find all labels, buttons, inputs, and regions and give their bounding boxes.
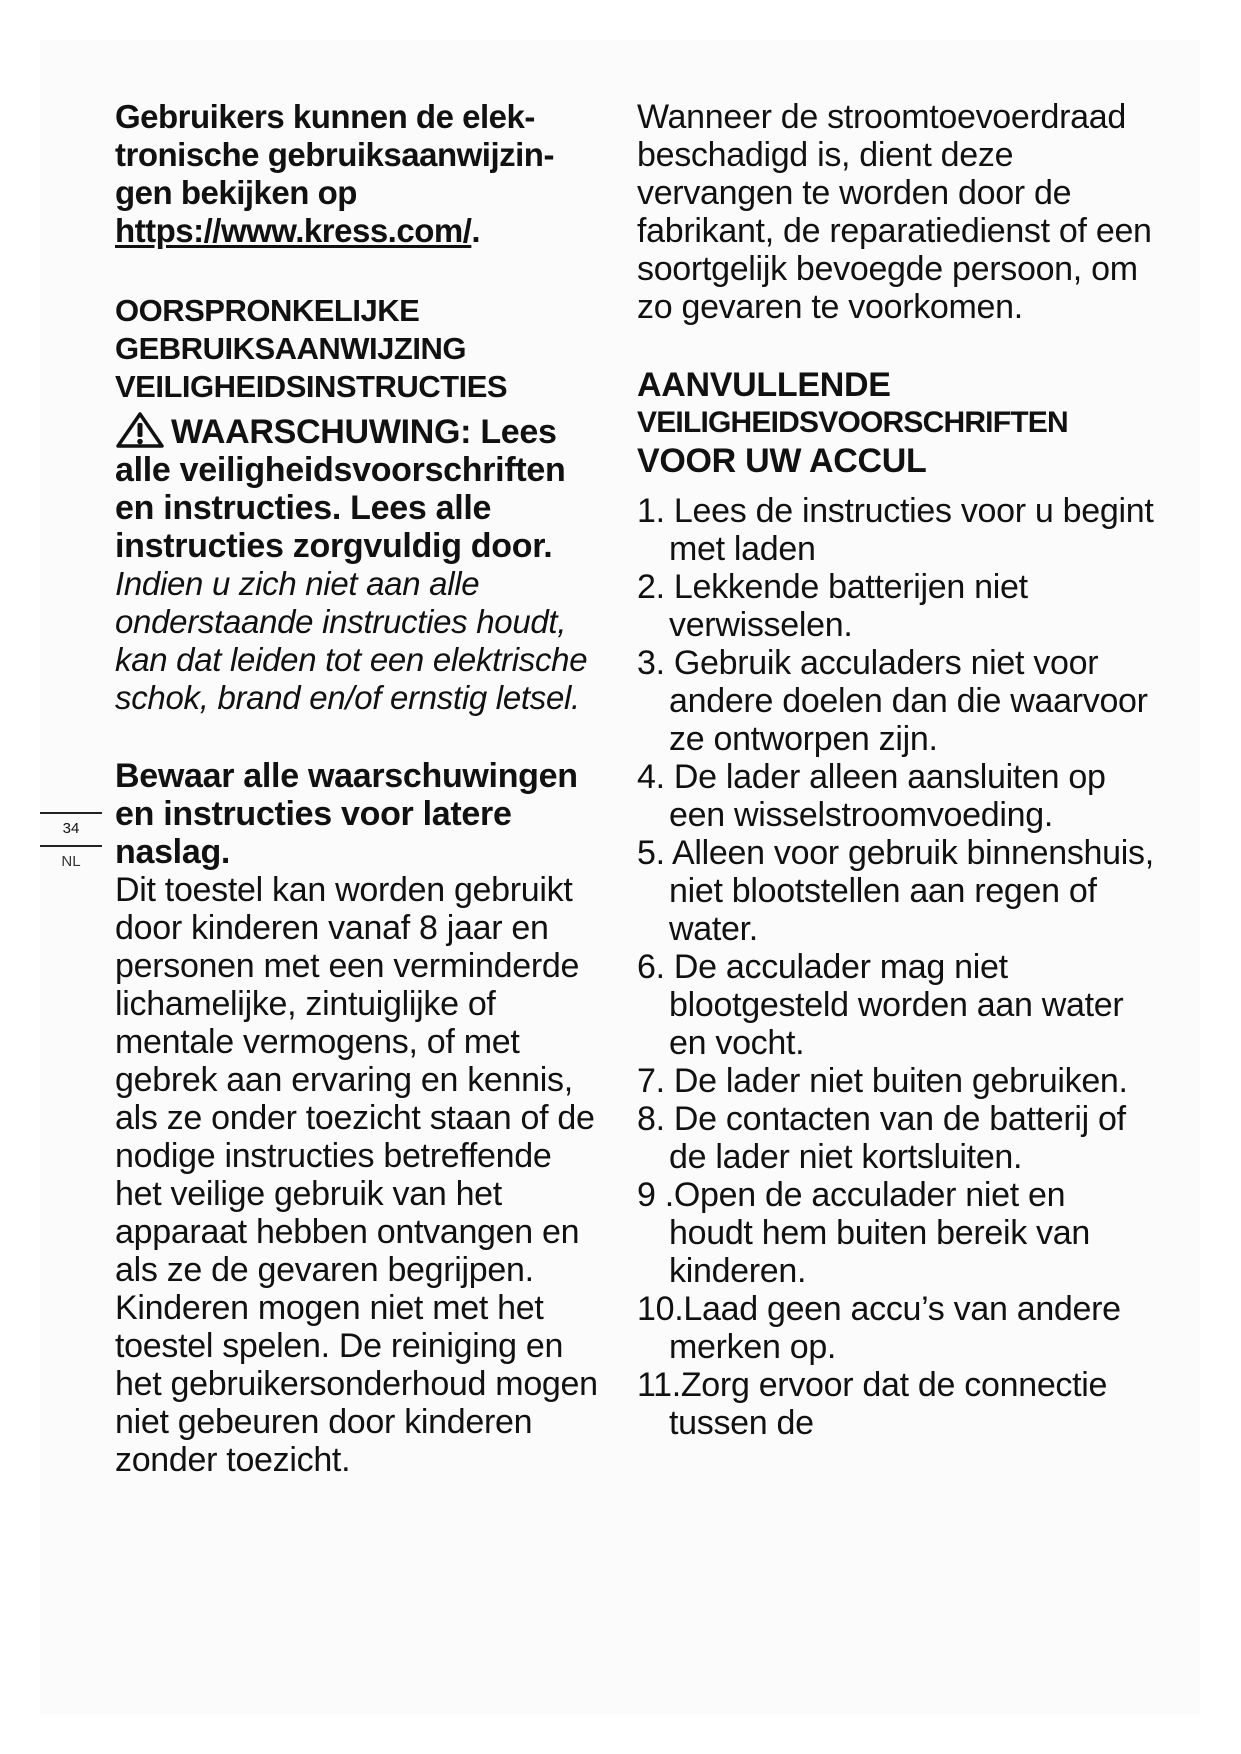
rule-number: 7.: [637, 1062, 674, 1100]
rule-item: [637, 758, 1157, 834]
rule-item: [637, 1366, 1157, 1442]
rule-text: De lader niet buiten gebruiken.: [673, 1062, 1128, 1100]
intro-period: .: [471, 212, 481, 249]
rule-item: [637, 948, 1157, 1062]
body-paragraph-2: Kinderen mogen niet met het toestel spelen. De reiniging en het gebruikersonderhoud mogen niet gebeuren door kinderen zonder toezicht.: [115, 1289, 598, 1479]
rule-text: Lees de instructies voor u begint met laden: [669, 492, 1154, 568]
rule-number: 6.: [637, 948, 674, 986]
rule-number: 5.: [637, 834, 673, 872]
battery-rules-list: [637, 492, 1157, 1442]
rule-item: [637, 568, 1157, 644]
section-heading-line-2: GEBRUIKSAANWIJZING: [115, 331, 466, 366]
rule-item: [637, 1176, 1157, 1290]
rule-number: 9 .: [637, 1176, 674, 1214]
rule-number: 1.: [637, 492, 674, 530]
rule-number: 8.: [637, 1100, 674, 1138]
rule-item: [637, 1290, 1157, 1366]
rule-number: 10.: [637, 1290, 684, 1328]
section-heading: [115, 292, 605, 406]
battery-safety-heading: [637, 366, 1157, 480]
warning-block: [115, 412, 605, 565]
rule-item: [637, 834, 1157, 948]
page-marker-bottom-line: [40, 845, 102, 847]
page-marker: [40, 812, 102, 870]
rule-number: 3.: [637, 644, 674, 682]
rule-text: Lekkende batterijen niet verwisselen.: [669, 568, 1028, 644]
intro-text: Gebruikers kunnen de elek-tronische gebruiksaanwijzin-gen bekijken op: [115, 98, 554, 211]
rule-text: De acculader mag niet blootgesteld worden aan water en vocht.: [669, 948, 1124, 1062]
battery-heading-line-2: VEILIGHEIDSVOORSCHRIFTEN: [637, 406, 1068, 439]
warning-note: Indien u zich niet aan alle onderstaande instructies houdt, kan dat leiden tot een elektrische schok, brand en/of ernstig letsel.: [115, 565, 588, 716]
warning-text: WAARSCHUWING: Lees alle veiligheidsvoorschriften en instructies. Lees alle instructies zorgvuldig door.: [115, 413, 566, 565]
page-number: 34: [62, 820, 80, 837]
intro-paragraph: [115, 98, 605, 250]
rule-number: 4.: [637, 758, 674, 796]
rule-number: 2.: [637, 568, 674, 606]
rule-text: Open de acculader niet en houdt hem buiten bereik van kinderen.: [669, 1176, 1090, 1290]
rule-text: Alleen voor gebruik binnenshuis, niet blootstellen aan regen of water.: [669, 834, 1154, 948]
rule-number: 11.: [637, 1366, 681, 1404]
website-link[interactable]: https://www.kress.com/: [115, 212, 472, 249]
battery-heading-line-3: VOOR UW ACCUL: [637, 442, 927, 480]
rule-item: [637, 1100, 1157, 1176]
power-cord-paragraph: Wanneer de stroomtoevoerdraad beschadigd is, dient deze vervangen te worden door de fabrikant, de reparatiedienst of een soortgelijk bevoegde persoon, om zo gevaren te voorkomen.: [637, 98, 1152, 326]
rule-text: Gebruik acculaders niet voor andere doelen dan die waarvoor ze ontworpen zijn.: [669, 644, 1148, 758]
left-column: [115, 98, 605, 1479]
rule-text: De contacten van de batterij of de lader niet kortsluiten.: [669, 1100, 1126, 1176]
rule-item: [637, 644, 1157, 758]
body-paragraph-1: Dit toestel kan worden gebruikt door kinderen vanaf 8 jaar en personen met een verminderde lichamelijke, zintuiglijke of mentale vermogens, of met gebrek aan ervaring en kennis, als ze onder toezicht staan of de nodige instructies betreffende het veilige gebruik van het apparaat hebben ontvangen en als ze de gevaren begrijpen.: [115, 871, 595, 1289]
rule-item: [637, 492, 1157, 568]
language-code: NL: [61, 853, 81, 870]
warning-triangle-icon: [115, 412, 165, 448]
section-heading-line-1: OORSPRONKELIJKE: [115, 293, 420, 328]
rule-text: Zorg ervoor dat de connectie tussen de: [669, 1366, 1108, 1442]
rule-text: De lader alleen aansluiten op een wisselstroomvoeding.: [669, 758, 1106, 834]
battery-heading-line-1: AANVULLENDE: [637, 366, 891, 404]
section-heading-line-3: VEILIGHEIDSINSTRUCTIES: [115, 369, 508, 404]
right-column: [637, 98, 1157, 1442]
keep-instructions: Bewaar alle waarschuwingen en instructies voor latere naslag.: [115, 757, 578, 871]
rule-item: [637, 1062, 1157, 1100]
rule-text: Laad geen accu’s van andere merken op.: [669, 1290, 1121, 1366]
page-marker-top-line: [40, 812, 102, 814]
